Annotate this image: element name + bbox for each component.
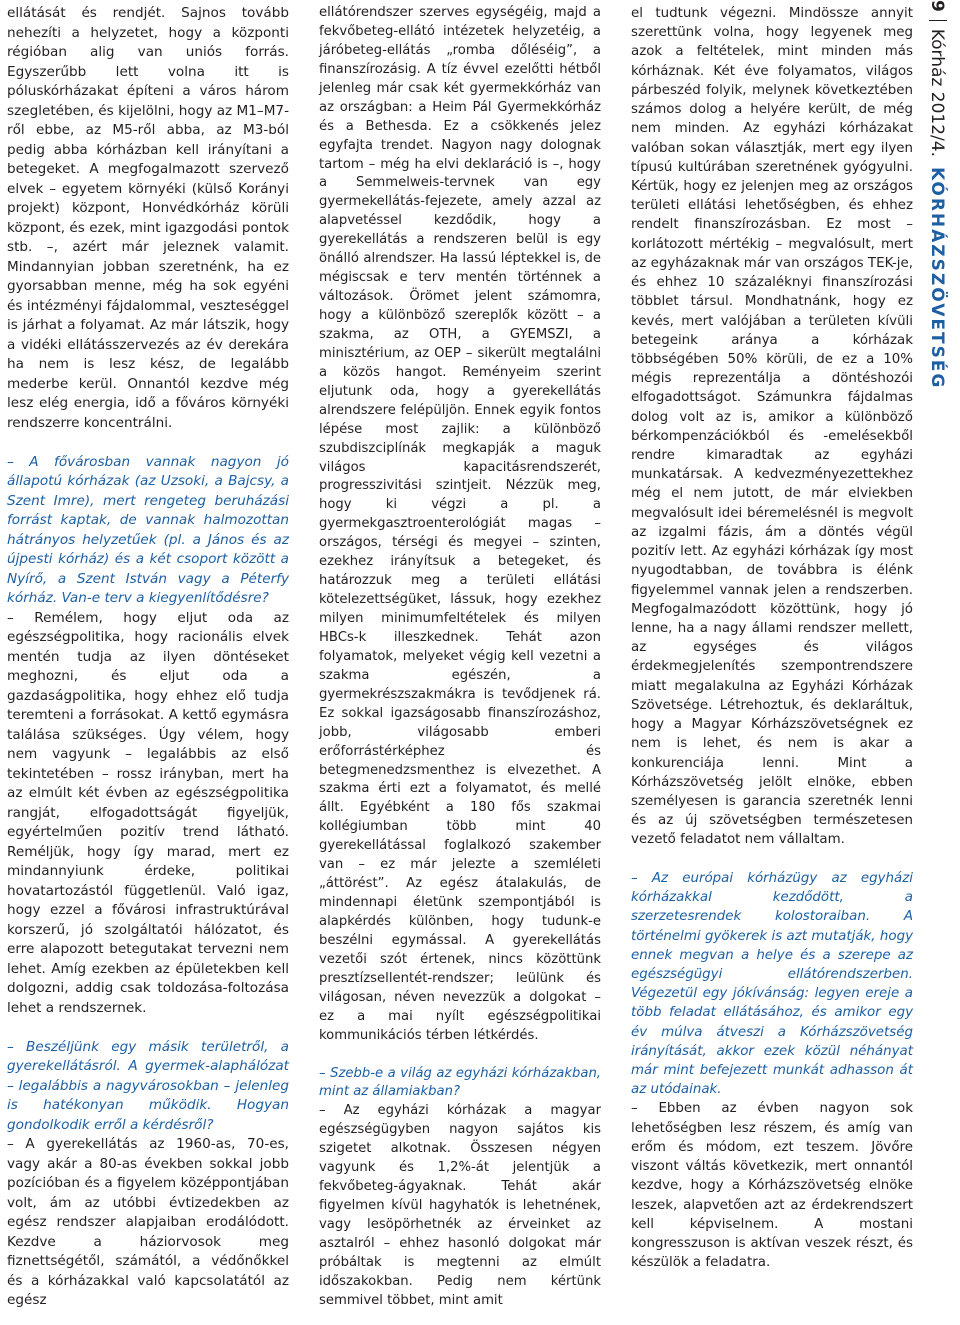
paragraph-body: – Remélem, hogy eljut oda az egészségpolitika, hogy racionális elvek mentén tudja az ilyen döntéseket meghozni, és eljut oda a gazdaságpolitika, hogy ehhez elő tudja teremteni a forrásokat. A kettő egymásra találása szükséges. Úgy vélem, hogy nem vagyunk – legalábbis az első tekintetében – rossz irányban, mert ha az elmúlt két évben az egészségpolitika rangját, elfogadottságát figyeljük, egyértelműen pozitív trend látható. Reméljük, hogy így marad, mert ez mindannyiunk érdeke, politikai hovatartozástól függetlenül. Való igaz, hogy ezzel a fővárosi infrastruktúrával korszerű, jó szolgáltatói hálózatot, és erre alapozott betegutakat tervezni nem lehet. Amíg ezekben az épületekben kell dolgozni, addig csak toldozása-foltozása lehet a rendszernek. bbox=[7, 609, 289, 1016]
header-divider bbox=[929, 20, 947, 21]
paragraph-gap bbox=[7, 433, 289, 453]
page-header-sidebar bbox=[922, 0, 958, 390]
paragraph-body: ellátását és rendjét. Sajnos tovább nehezíti a helyzetet, hogy a központi régióban alig van uniós forrás. Egyszerűbb lett volna itt is póluskórházakat építeni a város három szegletében, és kijelölni, hogy az M1–M7-ről ebbe, az M5-ről abba, az M3-ból pedig abba kórházban kell irányítani a betegeket. A megfogalmazott szervező elvek – egyetem környéki (külső Korányi projekt) központ, Honvédkórház körüli központ, és ezek, mint igazgodási pontok stb. –, azért már jeleznek valamit. Mindannyian jobban szeretnénk, ha ez gyorsabban menne, még ha sok egyéni és intézményi fájdalommal, veszteséggel is járhat a folyamat. Az már látszik, hogy a vidéki ellátásszervezés az év derekára ha nem is lesz kész, de legalább mederbe kerül. Onnantól kezdve még lesz elég energia, idő a főváros környéki rendszerre koncentrálni. bbox=[7, 5, 289, 431]
paragraph-gap bbox=[319, 1046, 601, 1065]
issue-label: Kórház 2012/4. bbox=[927, 28, 947, 157]
paragraph-gap bbox=[631, 850, 913, 869]
interview-question: – A fővárosban vannak nagyon jó állapotú kórházak (az Uzsoki, a Bajcsy, a Szent Imre), mert rengeteg beruházási forrást kaptak, de vannak halmozottan hátrányos helyzetűek (pl. a János és az újpesti kórház) és a két csoport között a Nyírő, a Szent István vagy a Péterfy kórház. Van-e terv a kiegyenlítődésre? bbox=[7, 453, 289, 606]
text-column-3 bbox=[631, 4, 913, 1272]
text-column-1 bbox=[7, 4, 289, 1311]
interview-question: – Az európai kórházügy az egyházi kórházakkal kezdődött, a szerzetesrendek kolostoraiban. A történelmi gyökerek is azt mutatják, hogy ennek megvan a helye és a szerepe az egészségügyi ellátórendszerben. Végezetül egy jókívánság: legyen ereje a több feladat ellátásához, és amikor egy év múlva átveszi a Kórházszövetség irányítását, akkor ezek közül néhányat már mint befejezett munkát adhasson át az utódainak. bbox=[631, 870, 913, 1098]
rotated-header bbox=[926, 0, 948, 390]
paragraph-body: el tudtunk végezni. Mindössze annyit szerettünk volna, hogy legyenek meg azok a feltételek, mint minden más kórháznak. Két éve folyamatos, világos párbeszéd folyik, melynek következtében számos dolog a helyére került, de még nem minden. Az egyházi kórházakat valóban sokan választják, mert egy ilyen típusú kultúrában szeretnének gyógyulni. Kértük, hogy ez jelenjen meg az országos területi ellátási lehetőségben, és ehhez rendelt finanszírozásban. Ez most – korlátozott mértékig – megvalósult, mert az egyházaknak már van országos TEK-je, és ehhez 10 százaléknyi finanszírozási többlet társul. Mondhatnánk, hogy ez kevés, mert valójában a területen kívüli betegeink aránya a kórházak többségében 50% körüli, de ez a 10% mégis reprezentálja a döntéshozói elfogadottságot. Számunkra fájdalmas dolog volt az is, amikor a különböző bérkompenzációkból és -emelésekből rendre kimaradtak az egyházi munkatársak. A kedvezményezettekhez még el nem jutott, de már elviekben megvalósult idei béremelésnél is megvolt az izgalmi fázis, ám a döntés végül pozitív lett. Az egyházi kórházak így most nyugodtabban, de továbbra is élénk figyelemmel vannak jelen a rendszerben. Megfogalmazódott közöttünk, hogy jó lenne, ha a nagy állami rendszer mellett, az egységes és világos érdekmegjelenítés szempontrendszere miatt megalakulna az Egyházi Kórházak Szövetsége. Létrehoztuk, és deklaráltuk, hogy a Magyar Kórházszövetségnek ez nem is lehet, és nem is akar a konkurenciája lenni. Mint a Kórházszövetség jelölt elnöke, ebben személyesen is garancia szeretnék lenni és az új szövetségben természetesen vezető feladatot nem vállaltam. bbox=[631, 6, 913, 848]
text-column-2 bbox=[319, 4, 601, 1311]
section-title: KÓRHÁZSZÖVETSÉG bbox=[927, 166, 947, 390]
interview-question: – Szebb-e a világ az egyházi kórházakban, mint az államiakban? bbox=[319, 1065, 601, 1100]
paragraph-body: – A gyerekellátás az 1960-as, 70-es, vagy akár a 80-as években sokkal jobb pozícióban és a figyelem középpontjában volt, ám az utóbbi évtizedekben az egész rendszer alapjaiban erodálódott. Kezdve a háziorvosok meg fiznettségétől, számától, a védőnőkkel és a kórházakkal való kapcsolatától az egész bbox=[7, 1136, 289, 1308]
paragraph-body: ellátórendszer szerves egységéig, majd a fekvőbeteg-ellátó intézetek helyzetéig, a járóbeteg-ellátás „romba dőléséig”, a finanszírozásig. A tíz évvel ezelőtti hétből jelenleg már csak két gyermekkórház van az országban: a Heim Pál Gyermekkórház és a Bethesda. Ez a csökkenés jelez egyfajta trendet. Nagyon nagy dolognak tartom – még ha elvi deklaráció is –, hogy a Semmelweis-tervnek van egy gyermekellátás-fejezete, amely azzal az alapvetéssel kezdődik, hogy a gyerekellátás a rendszeren belül is egy önálló alrendszer. Ha lassú léptekkel is, de mégiscsak e terv mentén történnek a változások. Örömet jelent számomra, hogy a különböző szereplők között – a szakma, az OTH, a GYEMSZI, a minisztérium, az OEP – sikerült megtalálni a közös hangot. Reményeim szerint eljutunk oda, hogy a gyerekellátás alrendszere felépüljön. Ennek egyik fontos lépése most zajlik: a különböző szubdiszciplínák megkapják a maguk világos kapacitásrendszerét, progresszivitási szintjeit. Nézzük meg, hogy ki végzi a pl. a gyermekgasztroenterológiát magas – országos, térségi és megyei – szinten, ezekhez irányítsuk a betegeket, és határozzuk meg a területi ellátási kötelezettségüket, lássuk, hogy ezekhez milyen minimumfeltételek és milyen HBCs-k illeszkednek. Tehát azon folyamatok, melyeket végig kell vezetni a szakma egészén, a gyermekrészszakmákra is tevődjenek rá. Ez sokkal igazságosabb finanszírozáshoz, jobb, világosabb emberi erőforrástérképhez és betegmenedzsmenthez is elvezethet. A szakma érti ezt a folyamatot, és mellé állt. Egyébként a 180 fős szakmai kollégiumban több mint 40 gyerekellátással foglalkozó szakember van – ez már jelezte a szemléleti „áttörést”. Az egész átalakulás, de mindennapi életünk szempontjából is alapkérdés különben, hogy tudunk-e beszélni egymással. A gyerekellátás vezetői szót értenek, nincs közöttünk presztízsellentét-rendszer; leülünk és világosan, néven nevezzük a dolgokat – ez a mai nyílt egészségpolitikai kommunikációs térben létkérdés. bbox=[319, 5, 601, 1043]
paragraph-body: – Ebben az évben nagyon sok lehetőségben lesz részem, és amíg van erőm és módom, ezt teszem. Jövőre viszont váltás következik, mert onnantól kezdve, hogy a Kórházszövetség elnöke leszek, alapvetően azt az érdekrendszert kell képviselnem. A mostani kongresszuson is aktívan veszek részt, és készülök a feladatra. bbox=[631, 1101, 913, 1271]
paragraph-body: – Az egyházi kórházak a magyar egészségügyben nagyon sajátos kis szigetet alkotnak. Összesen négyen vagyunk és 1,2%-át jelentjük a fekvőbeteg-ágyaknak. Tehát akár figyelmen kívül hagyhatók is lehetnének, vagy lesöpörhetnék az érveinket az asztalról – ehhez hasonló dolgokat már próbáltak is megtenni az elmúlt időszakokban. Pedig nem kértünk semmivel többet, mint amit bbox=[319, 1103, 601, 1308]
paragraph-gap bbox=[7, 1018, 289, 1038]
page-number: 9 bbox=[927, 0, 947, 12]
interview-question: – Beszéljünk egy másik területről, a gyerekellátásról. A gyermek-alaphálózat – legalábbis a nagyvárosokban – jelenleg is hatékonyan működik. Hogyan gondolkodik erről a kérdésről? bbox=[7, 1038, 289, 1133]
